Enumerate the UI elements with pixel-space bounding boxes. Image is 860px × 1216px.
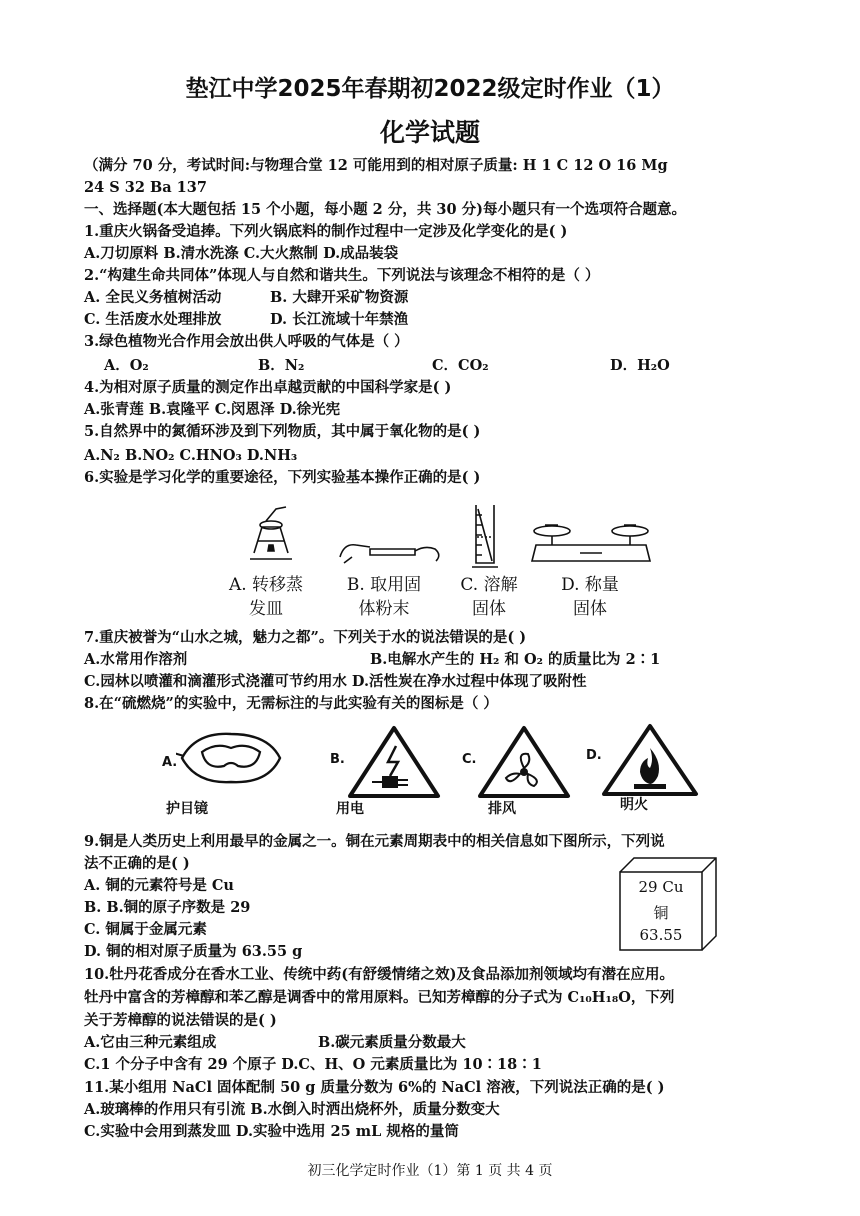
question-10-line-2: 牡丹中富含的芳樟醇和苯乙醇是调香中的常用原料。已知芳樟醇的分子式为 C₁₀H₁₈O，下列 xyxy=(84,989,675,1006)
question-6: 6.实验是学习化学的重要途径，下列实验基本操作正确的是( ) xyxy=(84,469,481,486)
question-3-option-b: B．N₂ xyxy=(258,357,305,374)
goggles-icon xyxy=(176,722,286,798)
open-flame-icon xyxy=(600,722,700,800)
q6-apparatus-figure xyxy=(240,505,660,575)
question-2-option-c: C. 生活废水处理排放 xyxy=(84,311,222,328)
q8-label-ventilation: 排风 xyxy=(488,801,516,817)
question-7-options-cd: C.园林以喷灌和滴灌形式浇灌可节约用水 D.活性炭在净水过程中体现了吸附性 xyxy=(84,673,587,690)
question-3-option-d: D．H₂O xyxy=(610,357,670,374)
q8-label-open-flame: 明火 xyxy=(620,797,648,813)
ventilation-fan-icon xyxy=(476,724,572,800)
q8-letter-d: D. xyxy=(586,748,602,763)
q8-letter-c: C. xyxy=(462,752,477,767)
question-11: 11.某小组用 NaCl 固体配制 50 g 质量分数为 6%的 NaCl 溶液，下列说法正确的是( ) xyxy=(84,1079,665,1096)
test-tube-powder-icon xyxy=(340,545,439,563)
section-heading: 一、选择题(本大题包括 15 个小题，每小题 2 分，共 30 分)每小题只有一个选项符合题意。 xyxy=(84,201,686,218)
q6-caption-d: D. 称量 固体 xyxy=(561,575,619,619)
question-7-option-b: B.电解水产生的 H₂ 和 O₂ 的质量比为 2∶1 xyxy=(370,651,661,668)
question-9-option-a: A. 铜的元素符号是 Cu xyxy=(84,877,234,894)
question-10-option-b: B.碳元素质量分数最大 xyxy=(318,1034,466,1051)
electricity-icon xyxy=(346,724,442,800)
question-10-line-3: 关于芳樟醇的说法错误的是( ) xyxy=(84,1012,277,1029)
copper-atomic-mass: 63.55 xyxy=(639,926,683,944)
question-11-options-cd: C.实验中会用到蒸发皿 D.实验中选用 25 mL 规格的量筒 xyxy=(84,1123,459,1140)
exam-title: 垫江中学2025年春期初2022级定时作业（1） xyxy=(185,76,675,102)
question-10-option-a: A.它由三种元素组成 xyxy=(84,1034,217,1051)
question-2: 2.“构建生命共同体”体现人与自然和谐共生。下列说法与该理念不相符的是（ ） xyxy=(84,267,600,284)
question-2-option-b: B. 大肆开采矿物资源 xyxy=(270,289,409,306)
question-1-options: A.刀切原料 B.清水洗涤 C.大火熬制 D.成品装袋 xyxy=(84,245,399,262)
question-4-options: A.张青莲 B.袁隆平 C.闵恩泽 D.徐光宪 xyxy=(84,401,341,418)
question-9-option-b: B. B.铜的原子序数是 29 xyxy=(84,899,251,916)
question-5: 5.自然界中的氮循环涉及到下列物质，其中属于氧化物的是( ) xyxy=(84,423,481,440)
question-10-options-cd: C.1 个分子中含有 29 个原子 D.C、H、O 元素质量比为 10∶18∶1 xyxy=(84,1056,542,1073)
question-8: 8.在“硫燃烧”的实验中，无需标注的与此实验有关的图标是（ ） xyxy=(84,695,498,712)
question-2-option-d: D. 长江流域十年禁渔 xyxy=(270,311,409,328)
header-info-line-2: 24 S 32 Ba 137 xyxy=(84,179,207,196)
copper-name: 铜 xyxy=(653,904,669,922)
evaporating-dish-icon xyxy=(250,507,292,559)
q8-letter-a: A. xyxy=(162,755,178,770)
question-10-line-1: 10.牡丹花香成分在香水工业、传统中药(有舒缓情绪之效)及食品添加剂领域均有潜在应用。 xyxy=(84,966,674,983)
q6-caption-a: A. 转移蒸 发皿 xyxy=(228,575,304,619)
page-footer: 初三化学定时作业（1）第 1 页 共 4 页 xyxy=(307,1163,553,1179)
q8-label-goggles: 护目镜 xyxy=(166,801,208,817)
graduated-cylinder-icon xyxy=(472,505,498,567)
question-1: 1.重庆火锅备受追捧。下列火锅底料的制作过程中一定涉及化学变化的是( ) xyxy=(84,223,568,240)
question-7: 7.重庆被誉为“山水之城，魅力之都”。下列关于水的说法错误的是( ) xyxy=(84,629,527,646)
question-7-option-a: A.水常用作溶剂 xyxy=(84,651,188,668)
question-9-line-1: 9.铜是人类历史上利用最早的金属之一。铜在元素周期表中的相关信息如下图所示，下列说 xyxy=(84,833,665,850)
header-info-line-1: （满分 70 分，考试时间:与物理合堂 12 可能用到的相对原子质量: H 1 C 12 O 16 Mg xyxy=(84,157,668,174)
question-9-option-d: D. 铜的相对原子质量为 63.55 g xyxy=(84,943,303,960)
exam-subtitle: 化学试题 xyxy=(379,118,480,147)
q8-letter-b: B. xyxy=(330,752,345,767)
question-5-options: A.N₂ B.NO₂ C.HNO₃ D.NH₃ xyxy=(84,447,298,464)
q6-caption-b: B. 取用固 体粉末 xyxy=(346,575,422,619)
q8-label-electricity: 用电 xyxy=(336,801,364,817)
question-9-option-c: C. 铜属于金属元素 xyxy=(84,921,207,938)
question-3-option-c: C．CO₂ xyxy=(432,357,489,374)
copper-number-symbol: 29 Cu xyxy=(638,878,684,896)
q6-caption-c: C. 溶解 固体 xyxy=(460,575,518,619)
question-9-line-2: 法不正确的是( ) xyxy=(84,855,190,872)
balance-scale-icon xyxy=(532,525,650,561)
question-11-options-ab: A.玻璃棒的作用只有引流 B.水倒入时洒出烧杯外，质量分数变大 xyxy=(84,1101,500,1118)
question-3: 3.绿色植物光合作用会放出供人呼吸的气体是（ ） xyxy=(84,333,409,350)
question-3-option-a: A．O₂ xyxy=(104,357,149,374)
question-4: 4.为相对原子质量的测定作出卓越贡献的中国科学家是( ) xyxy=(84,379,452,396)
question-2-option-a: A. 全民义务植树活动 xyxy=(84,289,222,306)
